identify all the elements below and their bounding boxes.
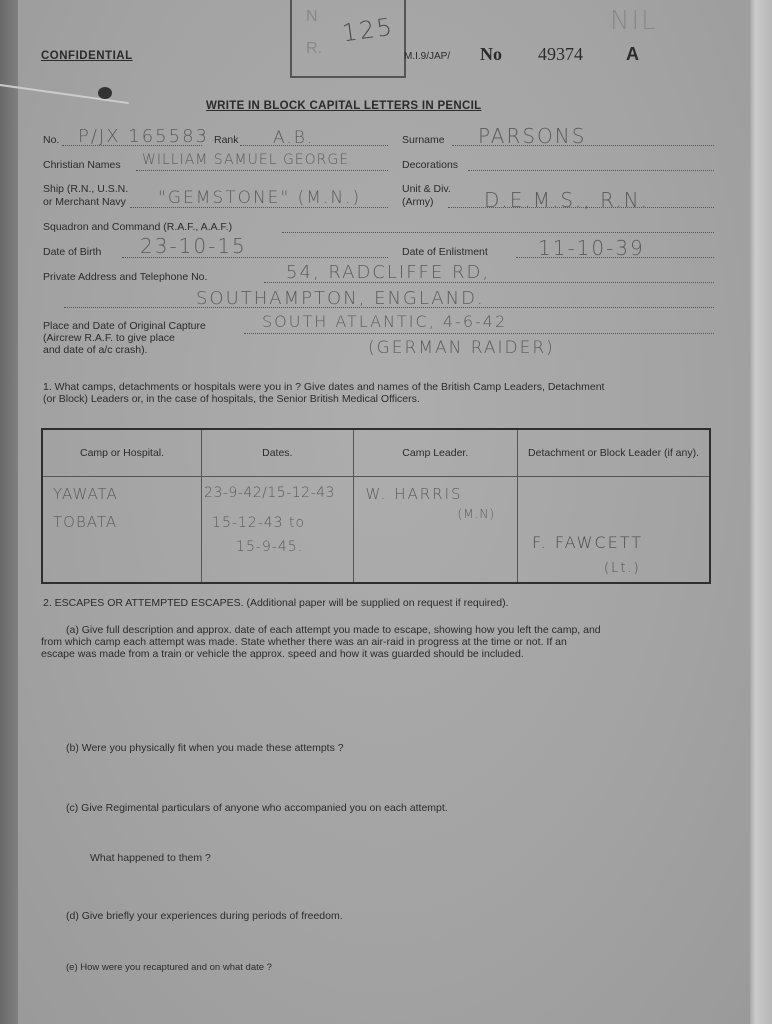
capture-line-1 <box>244 333 714 334</box>
question-2c-sub: What happened to them ? <box>90 852 211 864</box>
capture-value-1: SOUTH ATLANTIC, 4-6-42 <box>262 312 508 331</box>
unit-label-2: (Army) <box>402 196 434 208</box>
date-range: 15-9-45. <box>236 539 304 555</box>
camp-leader-cell <box>353 477 517 584</box>
camps-table <box>41 428 711 584</box>
no-value: P/JX 165583 <box>78 126 209 147</box>
question-2-heading: 2. ESCAPES OR ATTEMPTED ESCAPES. (Additional paper will be supplied on request if required). <box>43 597 509 609</box>
question-2a-line-3: escape was made from a train or vehicle the approx. speed and how it was guarded should be included. <box>41 648 524 660</box>
reference-stamp <box>290 0 406 78</box>
decorations-line <box>468 170 714 171</box>
ship-line <box>130 207 388 208</box>
no-label: No. <box>43 134 60 146</box>
rank-value: A.B. <box>273 128 315 148</box>
camp-name: TOBATA <box>53 513 118 531</box>
dob-label: Date of Birth <box>43 246 102 258</box>
address-label: Private Address and Telephone No. <box>43 271 208 283</box>
reference-prefix: M.I.9/JAP/ <box>404 51 451 62</box>
camps-table-row <box>42 477 710 584</box>
capture-label-3: and date of a/c crash). <box>43 344 148 356</box>
stamp-n: N <box>306 8 318 25</box>
capture-label-2: (Aircrew R.A.F. to give place <box>43 332 175 344</box>
address-value-1: 54, RADCLIFFE RD, <box>286 262 491 283</box>
camps-table-header-row <box>42 429 710 477</box>
question-1-line-2: (or Block) Leaders or, in the case of hospitals, the Senior British Medical Officers. <box>43 393 420 405</box>
number-label: No <box>480 44 502 64</box>
camp-leader-service: (M.N) <box>457 507 496 521</box>
rank-line <box>240 145 388 146</box>
detachment-leader-rank: (Lt.) <box>604 561 641 576</box>
address-value-2: SOUTHAMPTON, ENGLAND. <box>196 288 485 309</box>
detachment-leader-cell <box>518 477 710 584</box>
detachment-leader-name: F. FAWCETT <box>532 533 644 552</box>
address-line-2 <box>64 307 714 308</box>
christian-names-label: Christian Names <box>43 159 121 171</box>
christian-names-value: WILLIAM SAMUEL GEORGE <box>142 152 350 168</box>
unit-value: D.E.M.S., R.N. <box>484 188 649 212</box>
date-range: 15-12-43 to <box>212 515 306 531</box>
surname-line <box>452 145 714 146</box>
dates-cell <box>202 477 354 584</box>
capture-value-2: (GERMAN RAIDER) <box>368 338 555 358</box>
squadron-label: Squadron and Command (R.A.F., A.A.F.) <box>43 221 233 233</box>
header-camp-or-hospital: Camp or Hospital. <box>42 429 202 477</box>
surname-value: PARSONS <box>478 124 587 148</box>
instruction-title: WRITE IN BLOCK CAPITAL LETTERS IN PENCIL <box>206 100 482 112</box>
surname-label: Surname <box>402 134 445 146</box>
squadron-line <box>282 232 714 233</box>
enlistment-value: 11-10-39 <box>538 236 645 260</box>
question-2b: (b) Were you physically fit when you made these attempts ? <box>66 742 344 754</box>
christian-names-line <box>136 170 388 171</box>
camp-name: YAWATA <box>53 485 118 503</box>
form-page <box>18 0 750 1024</box>
camp-leader-name: W. HARRIS <box>365 485 463 503</box>
decorations-label: Decorations <box>402 159 459 171</box>
rank-label: Rank <box>214 134 239 146</box>
capture-label-1: Place and Date of Original Capture <box>43 320 206 332</box>
question-2c: (c) Give Regimental particulars of anyone who accompanied you on each attempt. <box>66 802 448 814</box>
question-2d: (d) Give briefly your experiences during periods of freedom. <box>66 910 343 922</box>
address-line-1 <box>264 282 714 283</box>
question-2a-line-1: (a) Give full description and approx. date of each attempt you made to escape, showing how you left the camp, and <box>66 624 601 636</box>
no-line <box>62 145 202 146</box>
stamp-r: R. <box>306 40 322 57</box>
header-detachment-leader: Detachment or Block Leader (if any). <box>518 429 710 477</box>
ship-label-2: or Merchant Navy <box>43 196 126 208</box>
header-dates: Dates. <box>202 429 354 477</box>
nil-note: NIL <box>610 6 658 36</box>
tie-knot <box>98 87 112 99</box>
background-right <box>748 0 772 1024</box>
header-camp-leader: Camp Leader. <box>353 429 517 477</box>
unit-label-1: Unit & Div. <box>402 183 451 195</box>
unit-line <box>448 207 714 208</box>
dob-value: 23-10-15 <box>140 234 247 258</box>
ship-label-1: Ship (R.N., U.S.N. <box>43 183 129 195</box>
form-suffix: A <box>626 44 639 64</box>
date-range: 23-9-42/15-12-43 <box>204 485 335 501</box>
enlistment-line <box>516 257 714 258</box>
confidential-label: CONFIDENTIAL <box>41 50 133 62</box>
question-1-line-1: 1. What camps, detachments or hospitals were you in ? Give dates and names of the British Camp Leaders, Detachment <box>43 381 605 393</box>
question-2a-line-2: from which camp each attempt was made. State whether there was an air-raid in progress at the time or not. If an <box>41 636 567 648</box>
enlistment-label: Date of Enlistment <box>402 246 488 258</box>
dob-line <box>122 257 388 258</box>
form-number: 49374 <box>538 44 583 64</box>
stamp-handwritten-number: 125 <box>340 12 396 48</box>
ship-value: "GEMSTONE" (M.N.) <box>158 188 362 208</box>
camp-cell <box>42 477 202 584</box>
question-2e: (e) How were you recaptured and on what date ? <box>66 962 272 973</box>
